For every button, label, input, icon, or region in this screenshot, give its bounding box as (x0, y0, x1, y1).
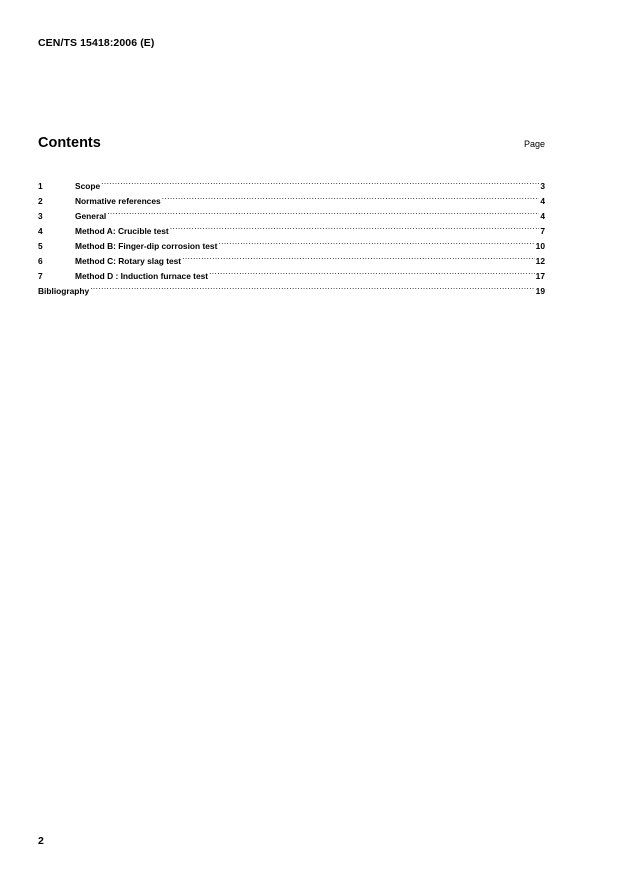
toc-dot-leader (90, 279, 534, 294)
toc-entry-number: 1 (38, 181, 43, 191)
toc-entry-page: 10 (535, 241, 545, 251)
toc-entry-bibliography[interactable] (38, 279, 545, 294)
toc-entry-number: 5 (38, 241, 43, 251)
toc-dot-leader (101, 174, 539, 189)
toc-entry-page: 4 (540, 196, 545, 206)
toc-entry-title: Normative references (75, 196, 161, 206)
toc-entry-title: General (75, 211, 107, 221)
toc-entry-page: 3 (540, 181, 545, 191)
toc-dot-leader (218, 234, 534, 249)
toc-entry[interactable] (38, 204, 545, 219)
toc-dot-leader (107, 204, 539, 219)
toc-entry-page: 12 (535, 256, 545, 266)
toc-entry-number: 2 (38, 196, 43, 206)
toc-entry-title: Method D : Induction furnace test (75, 271, 209, 281)
toc-entry-number: 7 (38, 271, 43, 281)
toc-entry-number: 3 (38, 211, 43, 221)
toc-dot-leader (170, 219, 540, 234)
toc-dot-leader (182, 249, 535, 264)
toc-entry[interactable] (38, 174, 545, 189)
toc-entry-title: Scope (75, 181, 101, 191)
contents-heading: Contents (38, 135, 101, 151)
page-column-label: Page (523, 139, 545, 149)
toc-entry[interactable] (38, 189, 545, 204)
toc-dot-leader (162, 189, 540, 204)
toc-entry-title: Method A: Crucible test (75, 226, 169, 236)
toc-entry-title: Method B: Finger-dip corrosion test (75, 241, 218, 251)
page-number: 2 (38, 835, 44, 847)
toc-entry[interactable] (38, 219, 545, 234)
toc-entry-page: 17 (535, 271, 545, 281)
toc-entry-title: Method C: Rotary slag test (75, 256, 182, 266)
toc-entry-number: 4 (38, 226, 43, 236)
toc-entry-number: 6 (38, 256, 43, 266)
toc-entry-page: 4 (540, 211, 545, 221)
table-of-contents (38, 174, 545, 294)
document-id-header: CEN/TS 15418:2006 (E) (38, 37, 155, 49)
toc-dot-leader (209, 264, 535, 279)
toc-entry-title: Bibliography (38, 286, 90, 296)
toc-entry-page: 7 (540, 226, 545, 236)
toc-entry-page: 19 (535, 286, 545, 296)
